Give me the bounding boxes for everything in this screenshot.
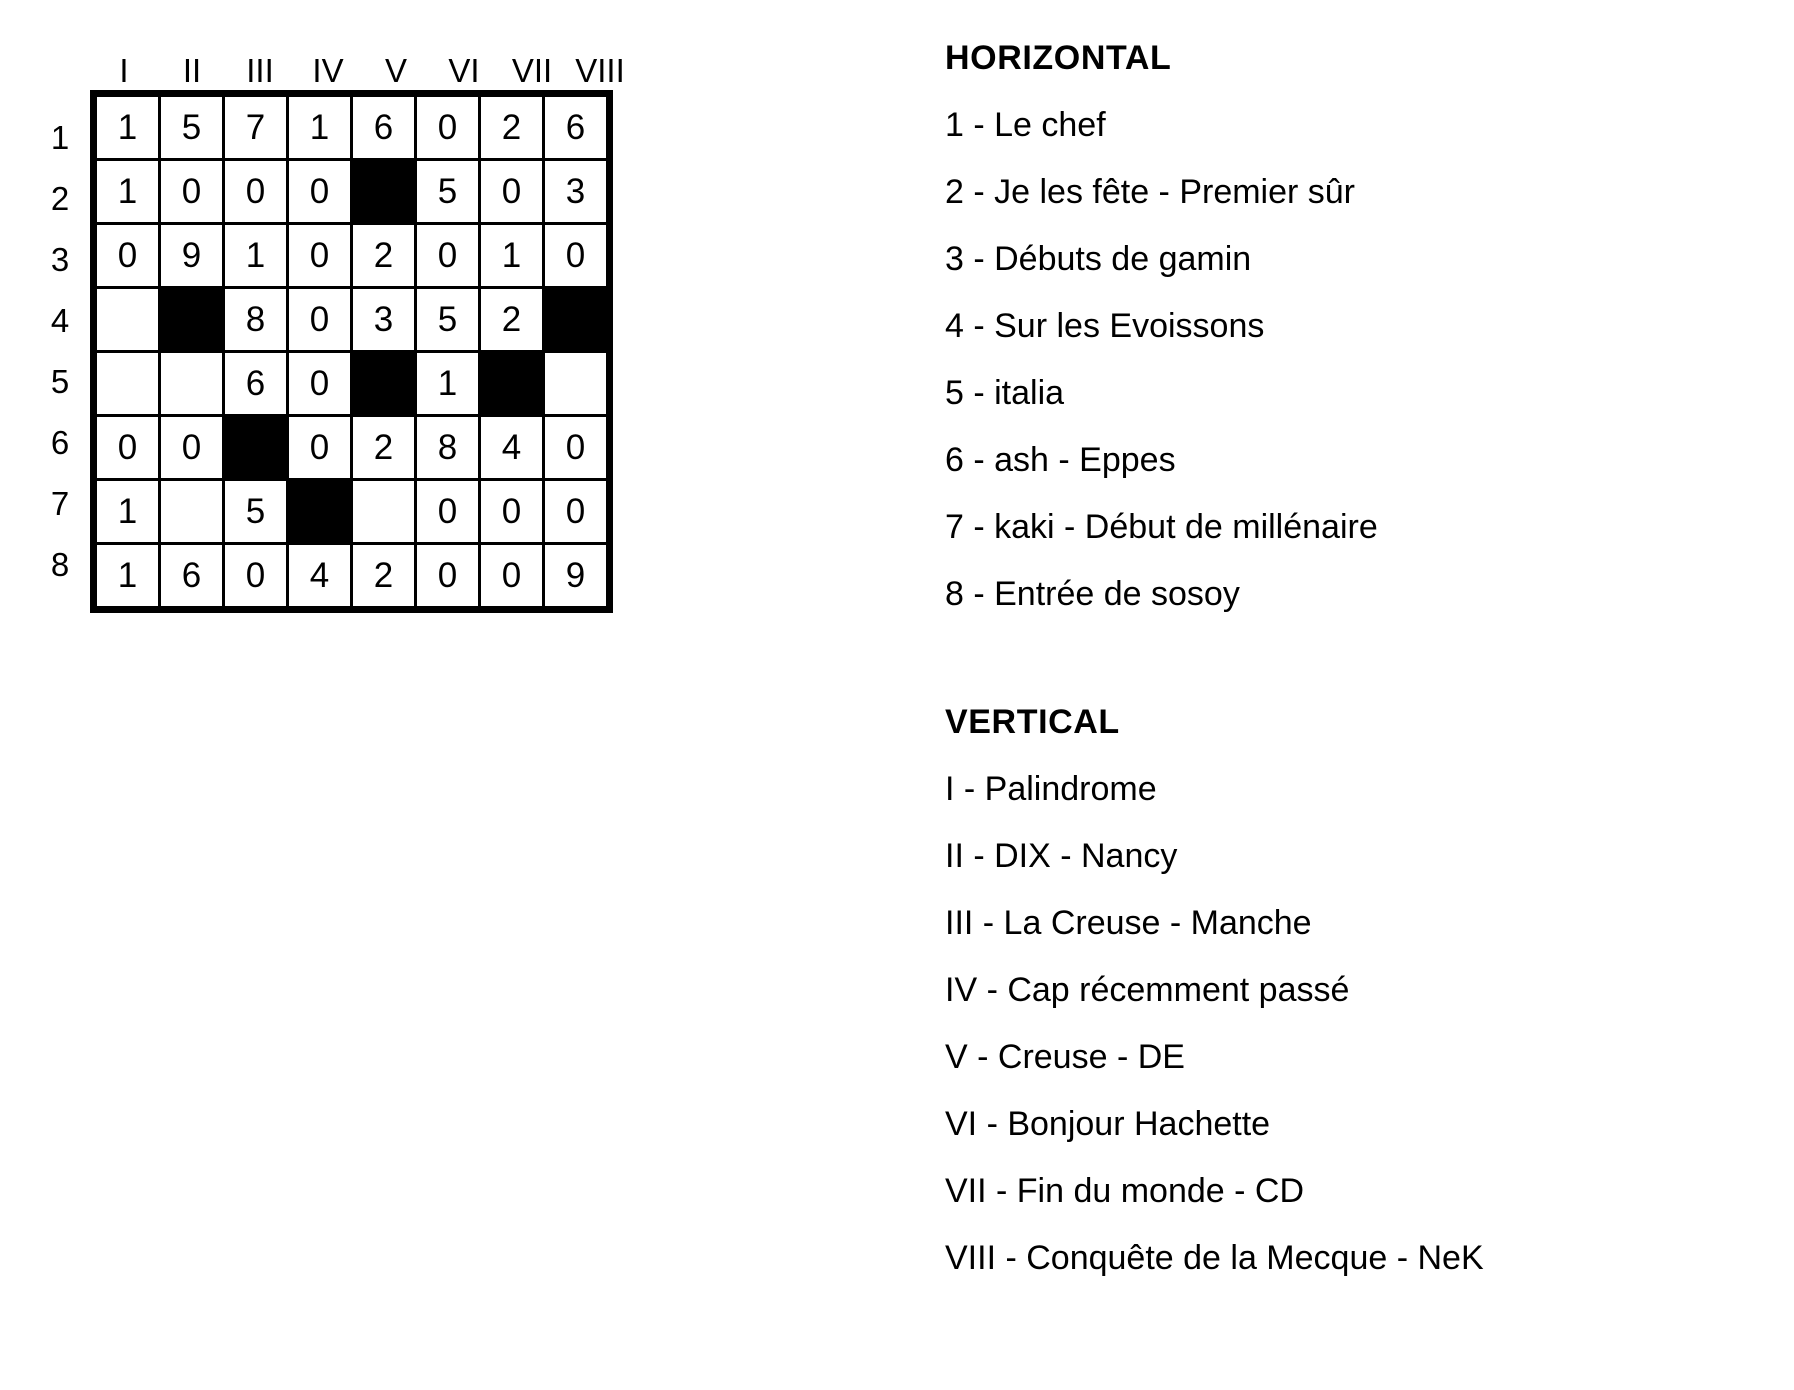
clues-panel bbox=[945, 38, 1705, 1292]
grid-cell[interactable]: 0 bbox=[480, 480, 544, 544]
row-headers-column bbox=[30, 90, 90, 613]
grid-cell[interactable]: 1 bbox=[94, 480, 160, 544]
row-header-6: 6 bbox=[50, 424, 70, 461]
grid-row bbox=[94, 416, 610, 480]
grid-cell[interactable] bbox=[352, 480, 416, 544]
grid-cell[interactable]: 5 bbox=[416, 288, 480, 352]
grid-cell[interactable]: 0 bbox=[288, 416, 352, 480]
grid-cell[interactable]: 8 bbox=[224, 288, 288, 352]
grid-cell[interactable]: 0 bbox=[416, 544, 480, 610]
grid-cell[interactable]: 4 bbox=[480, 416, 544, 480]
grid-cell[interactable]: 1 bbox=[94, 160, 160, 224]
grid-cell[interactable]: 9 bbox=[160, 224, 224, 288]
column-header-8: VIII bbox=[575, 52, 625, 89]
grid-cell[interactable]: 0 bbox=[160, 160, 224, 224]
grid-cell[interactable]: 2 bbox=[480, 94, 544, 160]
row-header-2: 2 bbox=[50, 180, 70, 217]
grid-body-row bbox=[30, 90, 634, 613]
grid-with-headers bbox=[30, 38, 634, 613]
grid-cell[interactable]: 0 bbox=[288, 224, 352, 288]
grid-cell[interactable]: 1 bbox=[94, 544, 160, 610]
column-header-2: II bbox=[182, 52, 202, 89]
row-header-4: 4 bbox=[50, 302, 70, 339]
grid-cell[interactable]: 0 bbox=[480, 544, 544, 610]
column-header-5: V bbox=[384, 52, 407, 89]
grid-cell[interactable]: 6 bbox=[544, 94, 610, 160]
clue-horizontal-4: 4 - Sur les Evoissons bbox=[945, 307, 1265, 345]
grid-cell[interactable]: 0 bbox=[288, 160, 352, 224]
grid-cell-blocked bbox=[352, 352, 416, 416]
horizontal-clues-title: HORIZONTAL bbox=[945, 39, 1172, 77]
clue-horizontal-5: 5 - italia bbox=[945, 374, 1065, 412]
grid-row bbox=[94, 160, 610, 224]
grid-cell[interactable]: 0 bbox=[94, 224, 160, 288]
crossword-cells[interactable] bbox=[90, 90, 613, 613]
clue-horizontal-3: 3 - Débuts de gamin bbox=[945, 240, 1252, 278]
clue-horizontal-8: 8 - Entrée de sosoy bbox=[945, 575, 1240, 613]
clue-vertical-4: IV - Cap récemment passé bbox=[945, 971, 1350, 1009]
grid-cell[interactable]: 4 bbox=[288, 544, 352, 610]
grid-cell-blocked bbox=[288, 480, 352, 544]
grid-cell[interactable]: 5 bbox=[416, 160, 480, 224]
grid-cell[interactable]: 0 bbox=[416, 224, 480, 288]
grid-cell[interactable]: 5 bbox=[224, 480, 288, 544]
grid-cell[interactable]: 1 bbox=[416, 352, 480, 416]
vertical-clues-list bbox=[945, 756, 1705, 1292]
grid-cell[interactable]: 0 bbox=[480, 160, 544, 224]
grid-cell-blocked bbox=[544, 288, 610, 352]
column-header-4: IV bbox=[312, 52, 344, 89]
grid-cell-blocked bbox=[352, 160, 416, 224]
column-header-7: VII bbox=[511, 52, 553, 89]
column-header-1: I bbox=[119, 52, 129, 89]
grid-cell[interactable]: 9 bbox=[544, 544, 610, 610]
grid-cell[interactable]: 2 bbox=[352, 224, 416, 288]
grid-row bbox=[94, 480, 610, 544]
grid-cell[interactable]: 0 bbox=[94, 416, 160, 480]
grid-cell[interactable]: 3 bbox=[544, 160, 610, 224]
clue-vertical-7: VII - Fin du monde - CD bbox=[945, 1172, 1305, 1210]
grid-cell[interactable] bbox=[160, 352, 224, 416]
grid-row bbox=[94, 288, 610, 352]
clue-vertical-8: VIII - Conquête de la Mecque - NeK bbox=[945, 1239, 1484, 1277]
grid-cell-blocked bbox=[480, 352, 544, 416]
grid-cell[interactable]: 0 bbox=[544, 224, 610, 288]
grid-cell[interactable]: 2 bbox=[352, 544, 416, 610]
grid-cell[interactable] bbox=[94, 352, 160, 416]
grid-cell[interactable]: 1 bbox=[224, 224, 288, 288]
row-header-1: 1 bbox=[50, 119, 70, 156]
grid-corner-spacer bbox=[30, 38, 90, 90]
grid-cell[interactable]: 1 bbox=[480, 224, 544, 288]
grid-cell[interactable]: 5 bbox=[160, 94, 224, 160]
clue-horizontal-7: 7 - kaki - Début de millénaire bbox=[945, 508, 1378, 546]
clue-horizontal-2: 2 - Je les fête - Premier sûr bbox=[945, 173, 1356, 211]
grid-cell[interactable]: 0 bbox=[224, 544, 288, 610]
column-header-3: III bbox=[246, 52, 274, 89]
grid-cell[interactable]: 0 bbox=[544, 480, 610, 544]
row-header-3: 3 bbox=[50, 241, 70, 278]
grid-cell[interactable]: 3 bbox=[352, 288, 416, 352]
grid-cell[interactable]: 0 bbox=[224, 160, 288, 224]
grid-row bbox=[94, 224, 610, 288]
clue-horizontal-6: 6 - ash - Eppes bbox=[945, 441, 1176, 479]
grid-cell[interactable]: 0 bbox=[160, 416, 224, 480]
row-header-8: 8 bbox=[50, 546, 70, 583]
row-header-7: 7 bbox=[50, 485, 70, 522]
grid-cell[interactable]: 2 bbox=[352, 416, 416, 480]
row-header-5: 5 bbox=[50, 363, 70, 400]
clue-vertical-3: III - La Creuse - Manche bbox=[945, 904, 1312, 942]
column-header-6: VI bbox=[448, 52, 480, 89]
grid-cell[interactable]: 0 bbox=[416, 94, 480, 160]
clue-vertical-5: V - Creuse - DE bbox=[945, 1038, 1185, 1076]
grid-cell[interactable]: 6 bbox=[224, 352, 288, 416]
grid-row bbox=[94, 352, 610, 416]
grid-cell[interactable]: 6 bbox=[160, 544, 224, 610]
crossword-grid-panel bbox=[30, 38, 634, 613]
grid-cell[interactable] bbox=[160, 480, 224, 544]
horizontal-clues-list bbox=[945, 92, 1705, 628]
vertical-clues-title: VERTICAL bbox=[945, 703, 1120, 741]
clue-vertical-2: II - DIX - Nancy bbox=[945, 837, 1178, 875]
grid-cell[interactable]: 0 bbox=[544, 416, 610, 480]
grid-cell-blocked bbox=[160, 288, 224, 352]
grid-cell[interactable]: 1 bbox=[288, 94, 352, 160]
clues-spacer bbox=[945, 628, 1705, 702]
clue-horizontal-1: 1 - Le chef bbox=[945, 106, 1106, 144]
grid-cell[interactable]: 8 bbox=[416, 416, 480, 480]
grid-row bbox=[94, 94, 610, 160]
grid-cell[interactable] bbox=[94, 288, 160, 352]
clue-vertical-6: VI - Bonjour Hachette bbox=[945, 1105, 1271, 1143]
grid-cell[interactable]: 0 bbox=[288, 288, 352, 352]
grid-cell[interactable]: 6 bbox=[352, 94, 416, 160]
grid-cell[interactable]: 2 bbox=[480, 288, 544, 352]
grid-cell[interactable]: 7 bbox=[224, 94, 288, 160]
column-header-row bbox=[30, 38, 634, 90]
grid-cell[interactable]: 1 bbox=[94, 94, 160, 160]
grid-cell[interactable] bbox=[544, 352, 610, 416]
clue-vertical-1: I - Palindrome bbox=[945, 770, 1157, 808]
grid-cell-blocked bbox=[224, 416, 288, 480]
row-header-table bbox=[30, 108, 90, 596]
grid-cell[interactable]: 0 bbox=[416, 480, 480, 544]
grid-row bbox=[94, 544, 610, 610]
grid-cells-holder bbox=[90, 90, 634, 613]
grid-cell[interactable]: 0 bbox=[288, 352, 352, 416]
